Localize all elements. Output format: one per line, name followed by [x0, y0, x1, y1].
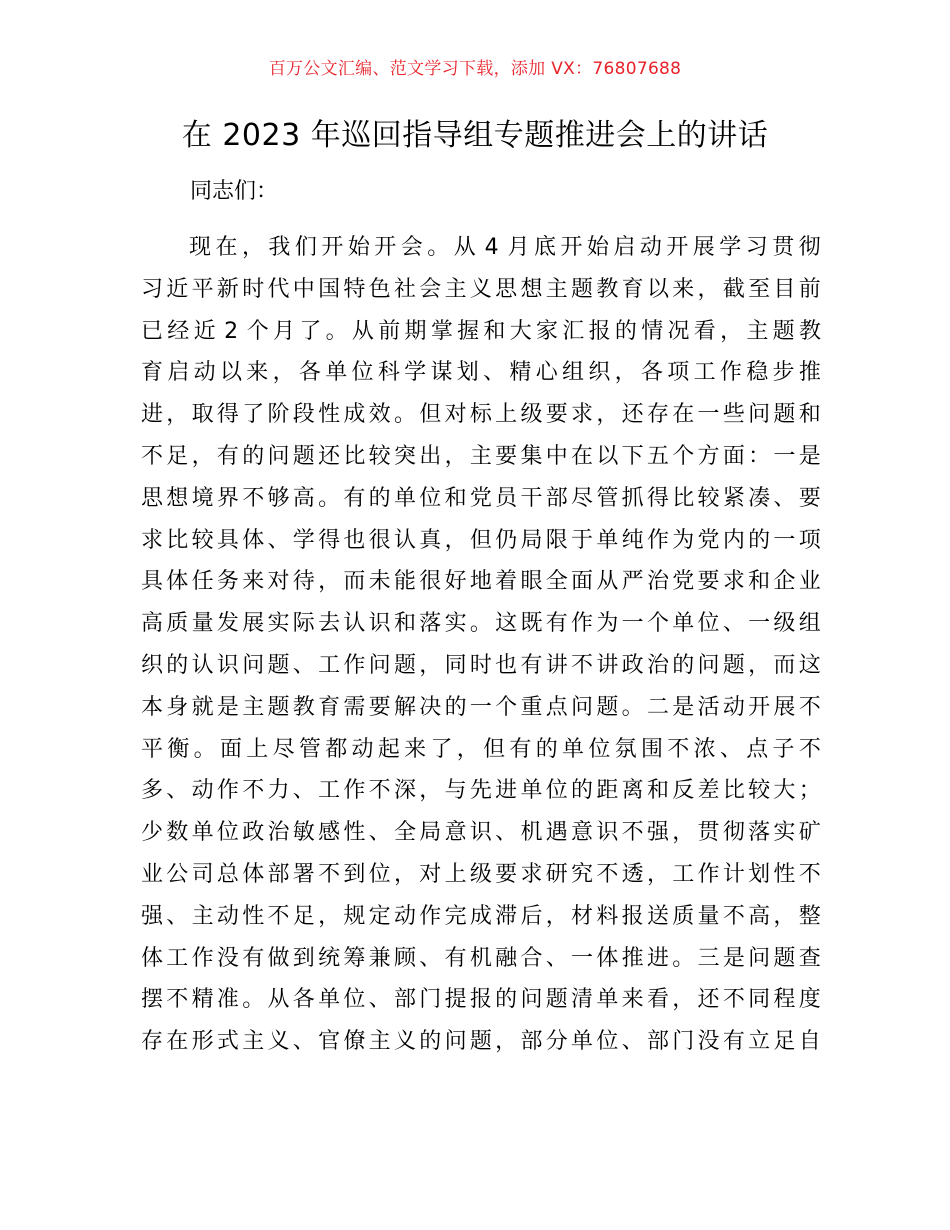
body-line: 业 公 司 总 体 部 署 不 到 位 ， 对 上 级 要 求 研 究 不 透 ， 工 作 计 划 性 不 — [141, 861, 821, 887]
body-line: 高 质 量 发 展 实 际 去 认 识 和 落 实 。 这 既 有 作 为 一 个 单 位 、 一 级 组 — [141, 611, 821, 637]
body-line: 具 体 任 务 来 对 待 ， 而 未 能 很 好 地 着 眼 全 面 从 严 治 党 要 求 和 企 业 — [141, 569, 821, 595]
body-line: 习 近 平 新 时 代 中 国 特 色 社 会 主 义 思 想 主 题 教 育 以 来 ， 截 至 目 前 — [141, 276, 821, 302]
body-line: 强 、 主 动 性 不 足 ， 规 定 动 作 完 成 滞 后 ， 材 料 报 送 质 量 不 高 ， 整 — [141, 903, 821, 929]
body-line: 进 ， 取 得 了 阶 段 性 成 效 。 但 对 标 上 级 要 求 ， 还 存 在 一 些 问 题 和 — [141, 402, 821, 428]
salutation: 同志们： — [190, 179, 279, 204]
body-line: 不 足 ， 有 的 问 题 还 比 较 突 出 ， 主 要 集 中 在 以 下 五 个 方 面 ： 一 是 — [141, 443, 821, 469]
body-line: 育 启 动 以 来 ， 各 单 位 科 学 谋 划 、 精 心 组 织 ， 各 项 工 作 稳 步 推 — [141, 360, 821, 386]
body-line: 平 衡 。 面 上 尽 管 都 动 起 来 了 ， 但 有 的 单 位 氛 围 不 浓 、 点 子 不 — [141, 736, 821, 762]
body-line: 多 、 动 作 不 力 、 工 作 不 深 ， 与 先 进 单 位 的 距 离 和 反 差 比 较 大 ； — [141, 778, 821, 804]
document-title: 在 2023 年巡回指导组专题推进会上的讲话 — [181, 118, 769, 153]
body-line: 织 的 认 识 问 题 、 工 作 问 题 ， 同 时 也 有 讲 不 讲 政 治 的 问 题 ， 而 这 — [141, 652, 821, 678]
body-line: 摆 不 精 准 。 从 各 单 位 、 部 门 提 报 的 问 题 清 单 来 看 ， 还 不 同 程 度 — [141, 987, 821, 1013]
body-line: 思 想 境 界 不 够 高 。 有 的 单 位 和 党 员 干 部 尽 管 抓 得 比 较 紧 凑 、 要 — [141, 485, 821, 511]
body-line: 已 经 近 2 个 月 了 。 从 前 期 掌 握 和 大 家 汇 报 的 情 况 看 ， 主 题 教 — [141, 318, 821, 344]
body-line: 少 数 单 位 政 治 敏 感 性 、 全 局 意 识 、 机 遇 意 识 不 强 ， 贯 彻 落 实 矿 — [141, 820, 821, 846]
body-paragraph — [141, 227, 821, 1063]
body-line: 存 在 形 式 主 义 、 官 僚 主 义 的 问 题 ， 部 分 单 位 、 部 门 没 有 立 足 自 — [141, 1029, 821, 1055]
watermark-header: 百万公文汇编、范文学习下载，添加 VX：76807688 — [268, 59, 682, 79]
body-line: 现 在 ， 我 们 开 始 开 会 。 从 4 月 底 开 始 启 动 开 展 学 习 贯 彻 — [189, 235, 821, 260]
body-line: 求 比 较 具 体 、 学 得 也 很 认 真 ， 但 仍 局 限 于 单 纯 作 为 党 内 的 一 项 — [141, 527, 821, 553]
body-line: 本 身 就 是 主 题 教 育 需 要 解 决 的 一 个 重 点 问 题 。 二 是 活 动 开 展 不 — [141, 694, 821, 720]
body-line: 体 工 作 没 有 做 到 统 筹 兼 顾 、 有 机 融 合 、 一 体 推 进 。 三 是 问 题 查 — [141, 945, 821, 971]
